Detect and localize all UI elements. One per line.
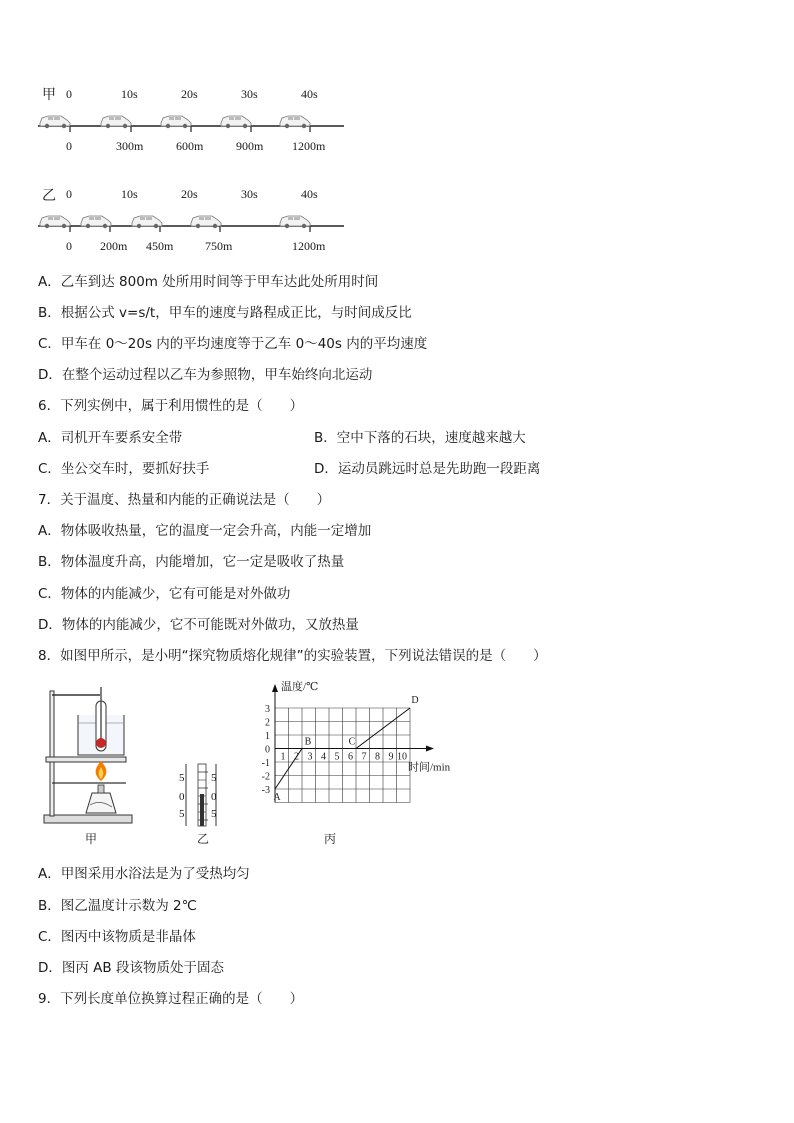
q5-option-a: A．乙车到达 800m 处所用时间等于甲车达此处所用时间 [38,274,379,290]
car-icon [221,116,251,128]
distance-label: 300m [116,139,144,153]
car-icon [280,216,310,228]
q8-option-b: B．图乙温度计示数为 2℃ [38,898,197,914]
car-icon [132,216,162,228]
time-label: 20s [181,87,198,101]
figure-label-yi: 乙 [197,832,210,846]
y-tick-label: 3 [265,704,270,715]
track-yi-label: 乙 [42,188,56,204]
x-axis-arrow [426,746,434,752]
distance-label: 0 [66,239,72,253]
q8-option-d: D．图丙 AB 段该物质处于固态 [38,960,224,976]
q7-stem: 7．关于温度、热量和内能的正确说法是（ ） [38,492,331,508]
time-label: 20s [181,187,198,201]
q7-option-a: A．物体吸收热量，它的温度一定会升高，内能一定增加 [38,523,372,539]
x-tick-label: 1 [280,751,286,763]
figure-label-bing: 丙 [324,832,337,846]
distance-label: 1200m [292,139,326,153]
figure-apparatus [40,685,140,827]
time-label: 40s [301,87,318,101]
time-label: 30s [241,87,258,101]
car-icon [161,116,191,128]
q8-stem: 8．如图甲所示，是小明“探究物质熔化规律”的实验装置，下列说法错误的是（ ） [38,648,547,664]
distance-label: 200m [100,239,128,253]
x-tick-label: 9 [388,751,394,763]
x-tick-label: 8 [375,751,380,763]
point-label: C [348,736,356,748]
x-tick-label: 10 [397,751,407,763]
thermo-scale-left: 0 [179,791,185,803]
x-tick-label: 7 [361,751,367,763]
thermo-scale-left: 5 [179,808,185,820]
thermo-scale-right: 5 [211,772,217,784]
q5-option-d: D．在整个运动过程以乙车为参照物，甲车始终向北运动 [38,367,373,383]
q6-option-c: C．坐公交车时，要抓好扶手 [38,461,210,477]
y-tick-label: -2 [261,771,270,783]
distance-label: 1200m [292,239,326,253]
q5-option-c: C．甲车在 0～20s 内的平均速度等于乙车 0～40s 内的平均速度 [38,336,428,352]
q8-option-a: A．甲图采用水浴法是为了受热均匀 [38,866,250,882]
car-icon [40,116,70,128]
point-label: B [304,736,312,748]
q7-option-b: B．物体温度升高，内能增加，它一定是吸收了热量 [38,554,345,570]
y-axis-title: 温度/℃ [281,681,319,693]
x-tick-label: 3 [307,751,313,763]
distance-label: 900m [236,139,264,153]
q6-option-d: D．运动员跳远时总是先助跑一段距离 [314,461,541,477]
y-tick-label: 1 [265,731,270,742]
melting-chart [250,676,490,836]
distance-label: 450m [146,239,174,253]
time-label: 40s [301,187,318,201]
track-jia-label: 甲 [42,87,56,103]
car-icon [191,216,221,228]
time-label: 10s [121,187,138,201]
track-jia-road [36,108,348,136]
q7-option-d: D．物体的内能减少，它不可能既对外做功，又放热量 [38,617,359,633]
distance-label: 600m [176,139,204,153]
distance-label: 0 [66,139,72,153]
car-icon [40,216,70,228]
time-label: 30s [241,187,258,201]
car-icon [101,116,131,128]
time-label: 0 [66,187,72,201]
q7-option-c: C．物体的内能减少，它有可能是对外做功 [38,586,291,602]
y-axis-arrow [272,684,278,692]
x-tick-label: 2 [294,751,299,763]
figure-label-jia: 甲 [85,832,98,846]
time-label: 10s [121,87,138,101]
point-label: D [411,695,419,706]
car-icon [280,116,310,128]
y-tick-label: -1 [261,758,270,769]
point-label: A [273,792,281,803]
time-label: 0 [66,87,72,101]
q8-option-c: C．图丙中该物质是非晶体 [38,929,196,945]
y-tick-label: 2 [265,717,270,729]
x-tick-label: 5 [334,751,340,763]
q6-option-a: A．司机开车要系安全带 [38,430,183,446]
x-tick-label: 4 [321,751,326,763]
q6-option-b: B．空中下落的石块，速度越来越大 [314,430,526,446]
track-yi-road [36,208,348,236]
distance-label: 750m [205,239,233,253]
x-tick-label: 6 [348,751,353,763]
y-tick-label: -3 [261,785,270,796]
thermo-scale-right: 0 [211,791,217,803]
thermo-scale-right: 5 [211,808,217,820]
car-icon [81,216,111,228]
y-tick-label: 0 [265,744,270,756]
q5-option-b: B．根据公式 v=s/t，甲车的速度与路程成正比，与时间成反比 [38,305,412,321]
thermo-scale-left: 5 [179,772,185,784]
q6-stem: 6．下列实例中，属于利用惯性的是（ ） [38,398,304,414]
x-axis-title: 时间/min [408,761,451,774]
q9-stem: 9．下列长度单位换算过程正确的是（ ） [38,991,304,1007]
